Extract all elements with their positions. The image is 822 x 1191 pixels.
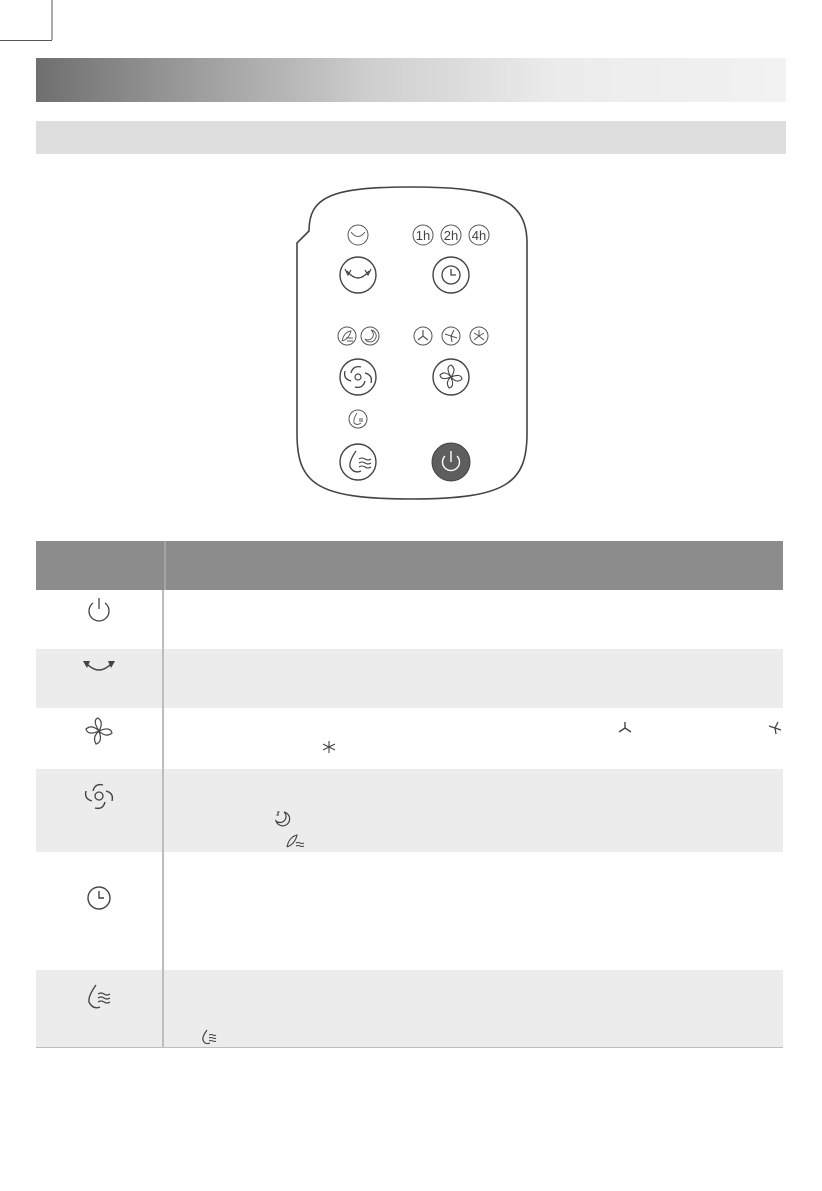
table-row-power (36, 590, 783, 649)
crop-mark (0, 0, 60, 60)
remote-control-illustration (291, 183, 531, 503)
description-cell (164, 590, 783, 649)
description-cell (164, 852, 783, 970)
description-cell (164, 769, 783, 852)
timer-button[interactable] (433, 257, 469, 293)
table-row-cooling (36, 970, 783, 1047)
fan-speed-icon (84, 716, 114, 746)
header-cell-icon (36, 541, 166, 590)
mode-icon (84, 781, 114, 811)
icon-cell (36, 590, 164, 649)
sleep-icon (273, 809, 291, 827)
power-icon (85, 596, 113, 624)
fan-high-indicator-icon (470, 327, 488, 345)
icon-cell (36, 708, 164, 769)
function-table (36, 541, 783, 1048)
table-header (36, 541, 783, 590)
swing-icon (82, 655, 116, 677)
section-banner (36, 58, 786, 102)
timer-1h-indicator (413, 225, 433, 245)
cooling-indicator-icon (349, 410, 367, 428)
svg-text:4h: 4h (471, 228, 487, 243)
icon-cell (36, 852, 164, 970)
fan-medium-icon (767, 720, 783, 736)
table-row-fan-speed (36, 708, 783, 769)
description-cell (164, 970, 783, 1047)
swing-indicator-icon (348, 225, 368, 245)
fan-medium-indicator-icon (442, 327, 460, 345)
table-row-swing (36, 649, 783, 708)
sleep-indicator-icon (361, 327, 379, 345)
speed-button[interactable] (433, 359, 469, 395)
swing-button[interactable] (340, 257, 376, 293)
cooling-small-icon (200, 1028, 218, 1046)
table-row-mode (36, 769, 783, 852)
timer-icon (85, 884, 113, 912)
natural-breeze-icon (285, 833, 307, 849)
icon-cell (36, 769, 164, 852)
power-button[interactable] (432, 443, 470, 481)
timer-2h-indicator (441, 225, 461, 245)
cooling-button[interactable] (340, 444, 376, 480)
svg-text:2h: 2h (443, 228, 459, 243)
svg-text:1h: 1h (415, 228, 431, 243)
table-row-timer (36, 852, 783, 970)
section-subbar (36, 121, 786, 154)
description-cell (164, 649, 783, 708)
fan-high-icon (321, 739, 337, 755)
cooling-icon (84, 982, 114, 1012)
fan-low-icon (617, 720, 633, 736)
header-cell-description (166, 541, 783, 590)
mode-button[interactable] (340, 359, 376, 395)
table-bottom-border (36, 1047, 783, 1048)
fan-low-indicator-icon (414, 327, 432, 345)
timer-4h-indicator (469, 225, 489, 245)
icon-cell (36, 970, 164, 1047)
description-cell (164, 708, 783, 769)
icon-cell (36, 649, 164, 708)
natural-breeze-indicator-icon (338, 327, 356, 345)
remote-body (297, 187, 527, 499)
